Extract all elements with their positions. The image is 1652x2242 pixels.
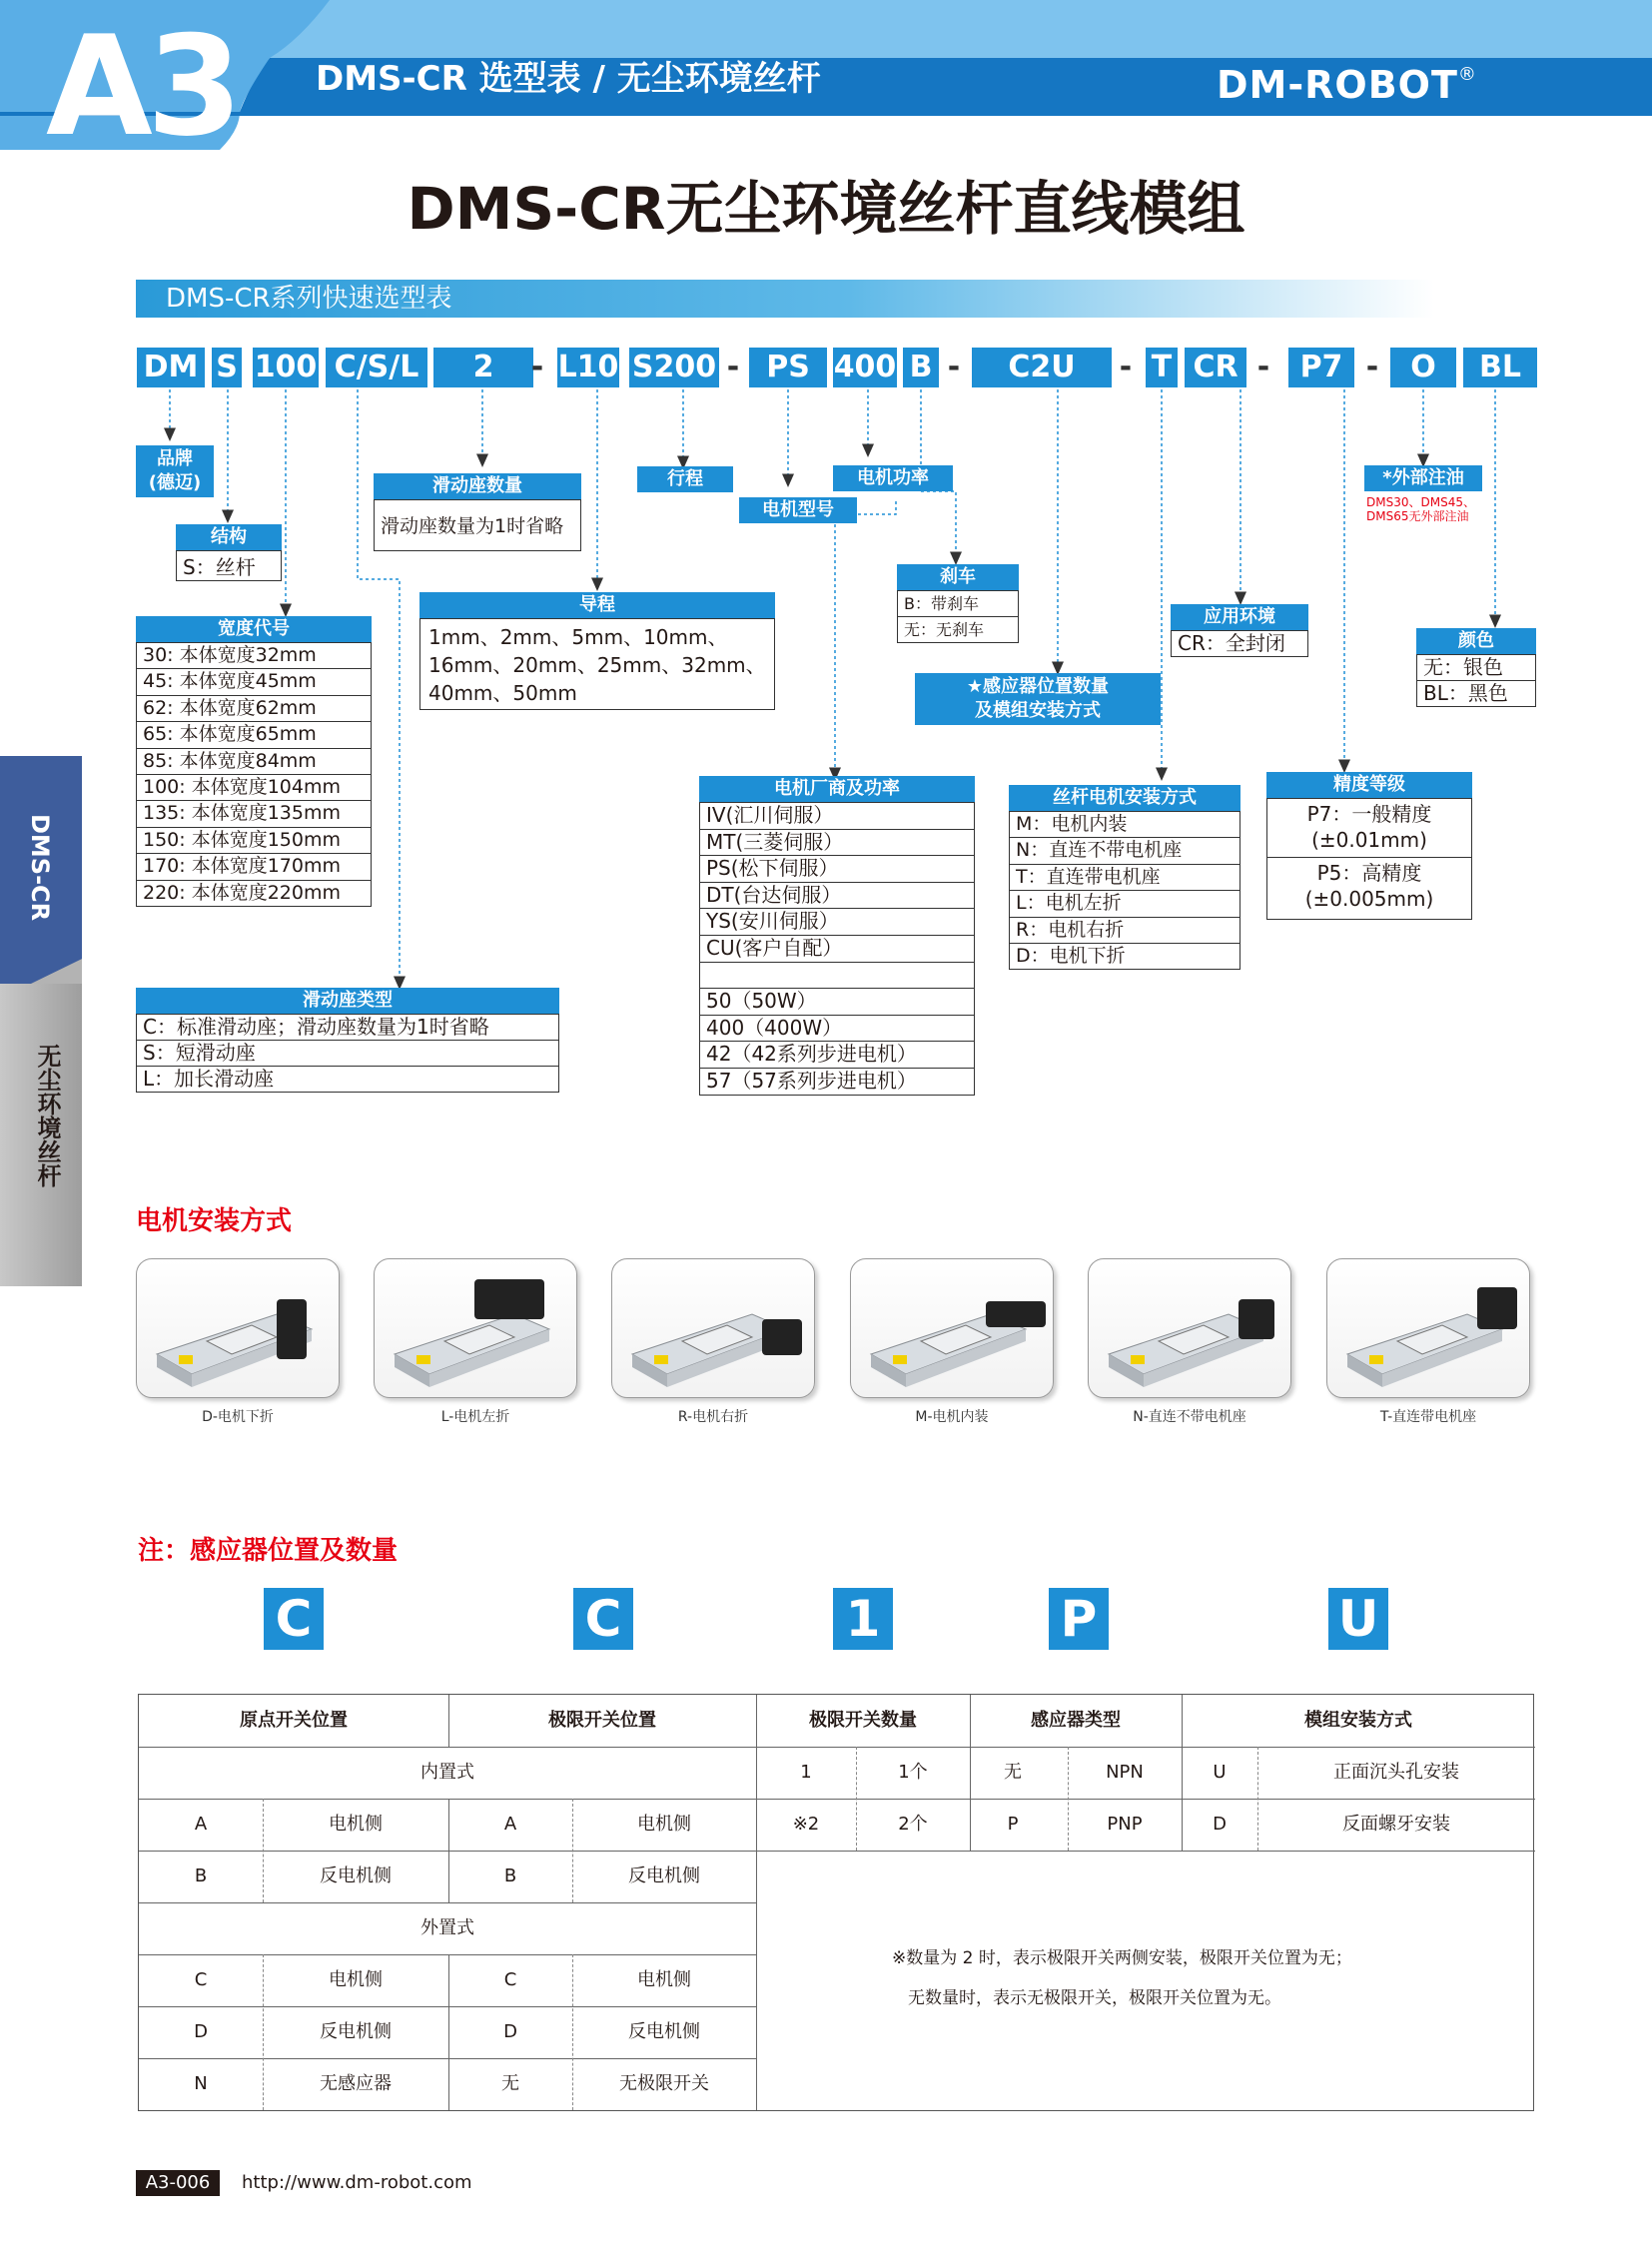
code-dash: - bbox=[947, 350, 961, 384]
brand-logo: DM-ROBOT® bbox=[1217, 63, 1477, 107]
module-illustration bbox=[137, 1259, 340, 1398]
motor-caption: T-直连带电机座 bbox=[1379, 1409, 1477, 1425]
module-illustration bbox=[375, 1259, 577, 1398]
table-cell: D bbox=[194, 2021, 208, 2042]
side-tab-series: DMS-CR bbox=[0, 756, 82, 998]
table-cell: 反电机侧 bbox=[320, 1866, 392, 1886]
code-dash: - bbox=[530, 350, 544, 384]
motor-vendor-row: CU(客户自配） bbox=[700, 935, 974, 962]
code-brake: B bbox=[903, 348, 939, 387]
motor-caption: M-电机内装 bbox=[915, 1409, 989, 1425]
label-brand: 品牌 (德迈) bbox=[136, 445, 214, 497]
table-line bbox=[756, 1695, 757, 2110]
slider-type-row: S：短滑动座 bbox=[137, 1040, 558, 1066]
label-mount: 丝杆电机安装方式 bbox=[1009, 785, 1240, 811]
table-line bbox=[139, 1954, 756, 1955]
table-cell: 电机侧 bbox=[329, 1969, 383, 1990]
structure-table: S：丝杆 bbox=[176, 550, 282, 581]
slider-type-table bbox=[136, 1014, 559, 1093]
label-brake: 刹车 bbox=[897, 564, 1019, 590]
label-lead: 导程 bbox=[419, 592, 775, 618]
color-row: 无：银色 bbox=[1417, 654, 1535, 680]
code-dash: - bbox=[726, 350, 740, 384]
code-color: BL bbox=[1463, 348, 1537, 387]
sensor-letter-install: U bbox=[1328, 1588, 1388, 1650]
table-cell: A bbox=[194, 1814, 208, 1835]
oil-note: DMS30、DMS45、 DMS65无外部注油 bbox=[1366, 495, 1475, 523]
page-number: A3-006 bbox=[136, 2170, 220, 2196]
code-structure: S bbox=[212, 348, 242, 387]
width-row: 135: 本体宽度135mm bbox=[137, 800, 371, 826]
motor-vendor-row: IV(汇川伺服） bbox=[700, 802, 974, 829]
table-cell: ※2 bbox=[792, 1814, 820, 1835]
label-color: 颜色 bbox=[1416, 628, 1536, 654]
mount-row: N：直连不带电机座 bbox=[1010, 837, 1239, 863]
sensor-table bbox=[138, 1694, 1534, 2111]
color-table bbox=[1416, 654, 1536, 707]
code-motor-model: PS bbox=[749, 348, 827, 387]
code-precision: P7 bbox=[1288, 348, 1354, 387]
table-line bbox=[448, 1799, 449, 1902]
code-sensor: C2U bbox=[972, 348, 1112, 387]
table-cell: N bbox=[194, 2073, 208, 2094]
table-subheader: 内置式 bbox=[420, 1762, 474, 1783]
table-cell: 电机侧 bbox=[329, 1814, 383, 1835]
motor-vendor-row: MT(三菱伺服） bbox=[700, 829, 974, 856]
table-cell: C bbox=[503, 1969, 517, 1990]
page-code: A3 bbox=[46, 6, 237, 167]
code-motor-power: 400 bbox=[833, 348, 897, 387]
table-cell: D bbox=[503, 2021, 517, 2042]
width-row: 62: 本体宽度62mm bbox=[137, 695, 371, 721]
table-line bbox=[139, 1747, 1535, 1748]
width-row: 65: 本体宽度65mm bbox=[137, 721, 371, 747]
table-cell: 反面螺牙安装 bbox=[1342, 1814, 1450, 1835]
motor-vendor-row: YS(安川伺服） bbox=[700, 908, 974, 935]
table-header: 原点开关位置 bbox=[240, 1710, 348, 1731]
color-row: BL：黑色 bbox=[1417, 680, 1535, 706]
code-width: 100 bbox=[253, 348, 319, 387]
motor-caption: D-电机下折 bbox=[202, 1409, 274, 1425]
sensor-letter-count: 1 bbox=[833, 1588, 893, 1650]
table-cell: 反电机侧 bbox=[320, 2021, 392, 2042]
label-oil: *外部注油 bbox=[1364, 465, 1482, 491]
motor-photo-l bbox=[374, 1258, 577, 1398]
label-environment: 应用环境 bbox=[1171, 604, 1308, 630]
motor-photo-t bbox=[1326, 1258, 1530, 1398]
width-row: 100: 本体宽度104mm bbox=[137, 774, 371, 800]
code-dash: - bbox=[1365, 350, 1379, 384]
sensor-letter-home: C bbox=[264, 1588, 324, 1650]
motor-vendor-row: 42（42系列步进电机） bbox=[700, 1041, 974, 1068]
lead-text: 1mm、2mm、5mm、10mm、 16mm、20mm、25mm、32mm、 40mm、50mm bbox=[419, 618, 775, 710]
table-cell: P bbox=[1007, 1814, 1019, 1835]
mount-table bbox=[1009, 811, 1240, 970]
table-header: 极限开关数量 bbox=[809, 1710, 917, 1731]
table-cell: 1 bbox=[800, 1762, 812, 1783]
motor-vendor-row bbox=[700, 962, 974, 989]
motor-photo-d bbox=[136, 1258, 340, 1398]
label-motor-model: 电机型号 bbox=[739, 497, 857, 523]
website-url: http://www.dm-robot.com bbox=[242, 2172, 472, 2193]
motor-caption: N-直连不带电机座 bbox=[1133, 1409, 1246, 1425]
precision-table: P7：一般精度 (±0.01mm) P5：高精度 (±0.005mm) bbox=[1266, 798, 1472, 920]
sensor-section-title: 注：感应器位置及数量 bbox=[138, 1536, 399, 1566]
mount-row: R：电机右折 bbox=[1010, 917, 1239, 943]
label-slider-qty: 滑动座数量 bbox=[374, 473, 581, 499]
label-motor-power: 电机功率 bbox=[833, 465, 953, 491]
code-dash: - bbox=[1119, 350, 1133, 384]
table-line bbox=[263, 1799, 264, 1902]
environment-table bbox=[1171, 630, 1308, 657]
table-cell: 2个 bbox=[898, 1814, 928, 1835]
table-cell: C bbox=[194, 1969, 208, 1990]
table-line bbox=[139, 2058, 756, 2059]
code-slider-qty: 2 bbox=[433, 348, 533, 387]
table-cell: NPN bbox=[1106, 1762, 1144, 1783]
width-row: 85: 本体宽度84mm bbox=[137, 748, 371, 774]
table-cell: 无 bbox=[1004, 1762, 1022, 1783]
table-header: 模组安装方式 bbox=[1304, 1710, 1412, 1731]
table-cell: 无感应器 bbox=[320, 2073, 392, 2094]
table-cell: U bbox=[1213, 1762, 1227, 1783]
sensor-letter-limit: C bbox=[573, 1588, 633, 1650]
motor-vendor-row: 400（400W） bbox=[700, 1015, 974, 1042]
width-row: 170: 本体宽度170mm bbox=[137, 853, 371, 879]
slider-type-row: C：标准滑动座；滑动座数量为1时省略 bbox=[137, 1014, 558, 1040]
quick-select-title: DMS-CR系列快速选型表 bbox=[166, 284, 452, 314]
section-title: DMS-CR 选型表 / 无尘环境丝杆 bbox=[316, 59, 821, 99]
code-brand: DM bbox=[137, 348, 205, 387]
table-cell: 反电机侧 bbox=[628, 2021, 700, 2042]
label-width: 宽度代号 bbox=[136, 616, 372, 642]
table-cell: D bbox=[1213, 1814, 1227, 1835]
table-note: 无数量时，表示无极限开关，极限开关位置为无。 bbox=[908, 1988, 1281, 2008]
label-slider-type: 滑动座类型 bbox=[136, 988, 559, 1014]
motor-vendor-row: DT(台达伺服） bbox=[700, 882, 974, 909]
code-oil: O bbox=[1390, 348, 1456, 387]
table-line bbox=[139, 1851, 1535, 1852]
width-row: 45: 本体宽度45mm bbox=[137, 668, 371, 694]
motor-photo-n bbox=[1088, 1258, 1291, 1398]
code-environment: CR bbox=[1185, 348, 1246, 387]
label-sensor: ★感应器位置数量 及模组安装方式 bbox=[915, 673, 1161, 725]
table-line bbox=[1257, 1747, 1258, 1851]
sensor-letter-type: P bbox=[1049, 1588, 1109, 1650]
table-line bbox=[1068, 1747, 1069, 1851]
table-line bbox=[572, 1799, 573, 1902]
width-table bbox=[136, 642, 372, 907]
brake-row: 无：无刹车 bbox=[898, 616, 1018, 642]
motor-vendor-row: PS(松下伺服） bbox=[700, 855, 974, 882]
table-line bbox=[139, 1902, 756, 1903]
motor-caption: L-电机左折 bbox=[440, 1409, 510, 1425]
table-line bbox=[139, 2006, 756, 2007]
code-slider-type: C/S/L bbox=[326, 348, 427, 387]
table-subheader: 外置式 bbox=[420, 1917, 474, 1938]
mount-row: M：电机内装 bbox=[1010, 811, 1239, 837]
mount-row: T：直连带电机座 bbox=[1010, 864, 1239, 890]
motor-vendor-row: 50（50W） bbox=[700, 988, 974, 1015]
module-illustration bbox=[1089, 1259, 1291, 1398]
table-cell: 电机侧 bbox=[637, 1814, 691, 1835]
table-cell: 无 bbox=[501, 2073, 519, 2094]
table-cell: 电机侧 bbox=[637, 1969, 691, 1990]
slider-type-row: L：加长滑动座 bbox=[137, 1066, 558, 1092]
table-header: 极限开关位置 bbox=[548, 1710, 656, 1731]
table-line bbox=[139, 1799, 1535, 1800]
code-lead: L10 bbox=[557, 348, 619, 387]
table-cell: PNP bbox=[1107, 1814, 1143, 1835]
table-line bbox=[856, 1747, 857, 1851]
table-cell: A bbox=[503, 1814, 517, 1835]
side-tab-category: 无尘环境丝杆 bbox=[0, 984, 82, 1286]
label-structure: 结构 bbox=[176, 524, 282, 550]
table-header: 感应器类型 bbox=[1031, 1710, 1121, 1731]
label-precision: 精度等级 bbox=[1266, 772, 1472, 798]
table-cell: 反电机侧 bbox=[628, 1866, 700, 1886]
brake-table bbox=[897, 590, 1019, 643]
motor-photo-m bbox=[850, 1258, 1054, 1398]
label-stroke: 行程 bbox=[637, 466, 733, 492]
code-stroke: S200 bbox=[629, 348, 719, 387]
width-row: 150: 本体宽度150mm bbox=[137, 827, 371, 853]
page-title: DMS-CR无尘环境丝杆直线模组 bbox=[407, 175, 1245, 243]
table-cell: 正面沉头孔安装 bbox=[1333, 1762, 1459, 1783]
module-illustration bbox=[612, 1259, 815, 1398]
motor-vendor-table bbox=[699, 802, 975, 1096]
motor-section-title: 电机安装方式 bbox=[136, 1206, 293, 1236]
motor-photo-r bbox=[611, 1258, 815, 1398]
table-cell: B bbox=[194, 1866, 208, 1886]
mount-row: D：电机下折 bbox=[1010, 943, 1239, 969]
mount-row: L：电机左折 bbox=[1010, 890, 1239, 916]
label-motor-vendor: 电机厂商及功率 bbox=[699, 776, 975, 802]
brake-row: B：带刹车 bbox=[898, 590, 1018, 616]
table-note: ※数量为 2 时，表示极限开关两侧安装，极限开关位置为无； bbox=[892, 1948, 1352, 1968]
motor-vendor-row: 57（57系列步进电机） bbox=[700, 1068, 974, 1095]
table-cell: B bbox=[503, 1866, 517, 1886]
motor-caption: R-电机右折 bbox=[677, 1409, 749, 1425]
code-dash: - bbox=[1256, 350, 1270, 384]
slider-qty-text: 滑动座数量为1时省略 bbox=[374, 499, 581, 551]
table-cell: 1个 bbox=[898, 1762, 928, 1783]
table-cell: 无极限开关 bbox=[619, 2073, 709, 2094]
environment-row: CR：全封闭 bbox=[1172, 630, 1307, 656]
width-row: 220: 本体宽度220mm bbox=[137, 880, 371, 906]
module-illustration bbox=[851, 1259, 1054, 1398]
module-illustration bbox=[1327, 1259, 1530, 1398]
width-row: 30: 本体宽度32mm bbox=[137, 642, 371, 668]
code-mount: T bbox=[1146, 348, 1178, 387]
